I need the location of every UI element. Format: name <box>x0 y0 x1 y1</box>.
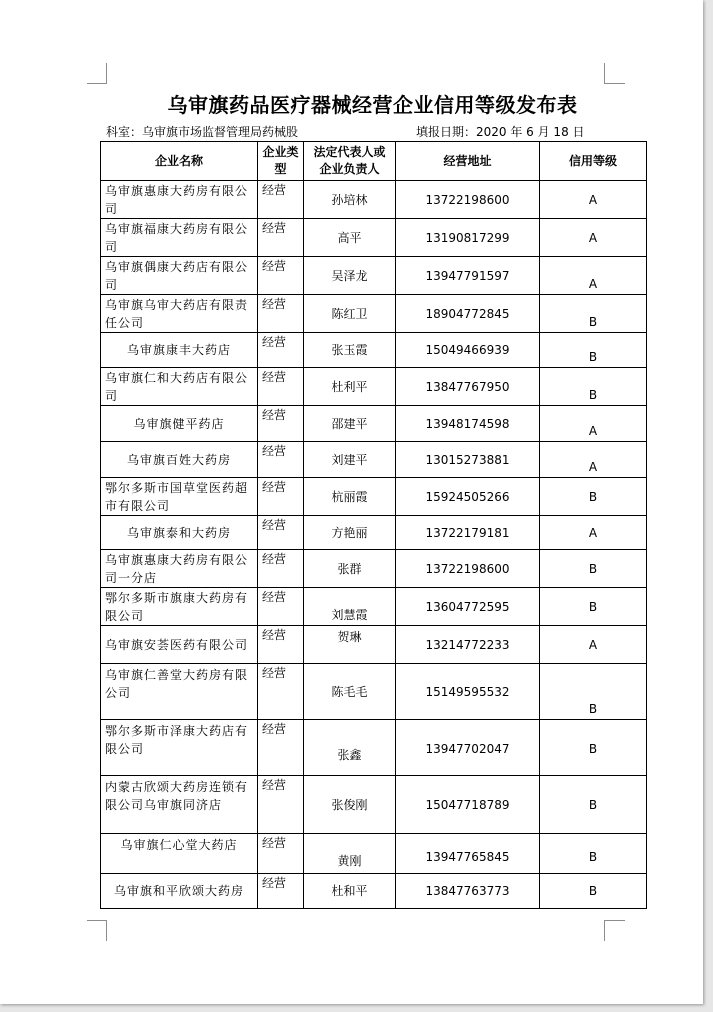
enterprise-type: 经营 <box>258 874 304 909</box>
table-row <box>101 720 647 776</box>
credit-grade: A <box>540 516 647 550</box>
enterprise-name: 乌审旗乌审大药店有限责任公司 <box>101 295 258 333</box>
credit-grade: A <box>540 257 647 295</box>
contact-number: 13947702047 <box>396 720 540 776</box>
enterprise-name: 鄂尔多斯市泽康大药店有限公司 <box>101 720 258 776</box>
legal-representative: 陈毛毛 <box>304 664 396 720</box>
enterprise-name: 乌审旗惠康大药房有限公司 <box>101 181 258 219</box>
enterprise-type: 经营 <box>258 626 304 664</box>
header-credit-grade: 信用等级 <box>540 142 647 181</box>
table-row <box>101 588 647 626</box>
header-business-address: 经营地址 <box>396 142 540 181</box>
contact-number: 15149595532 <box>396 664 540 720</box>
credit-grade: B <box>540 588 647 626</box>
contact-number: 15924505266 <box>396 478 540 516</box>
credit-grade: B <box>540 478 647 516</box>
legal-representative: 杜利平 <box>304 368 396 406</box>
enterprise-name: 鄂尔多斯市国草堂医药超市有限公司 <box>101 478 258 516</box>
enterprise-name: 内蒙古欣颂大药房连锁有限公司乌审旗同济店 <box>101 776 258 834</box>
legal-representative: 张群 <box>304 550 396 588</box>
table-row <box>101 626 647 664</box>
credit-grade: A <box>540 442 647 478</box>
enterprise-type: 经营 <box>258 442 304 478</box>
table-row <box>101 874 647 909</box>
enterprise-name: 乌审旗安荟医药有限公司 <box>101 626 258 664</box>
table-row <box>101 368 647 406</box>
legal-representative: 张玉霞 <box>304 333 396 368</box>
enterprise-name: 乌审旗和平欣颂大药房 <box>101 874 258 909</box>
contact-number: 13214772233 <box>396 626 540 664</box>
contact-number: 13847767950 <box>396 368 540 406</box>
credit-grade: B <box>540 333 647 368</box>
credit-grade: B <box>540 720 647 776</box>
contact-number: 18904772845 <box>396 295 540 333</box>
table-row <box>101 257 647 295</box>
department-label: 科室：乌审旗市场监督管理局药械股 <box>106 125 299 139</box>
enterprise-name: 乌审旗仁和大药店有限公司 <box>101 368 258 406</box>
enterprise-type: 经营 <box>258 295 304 333</box>
credit-grade: B <box>540 368 647 406</box>
enterprise-name: 鄂尔多斯市旗康大药房有限公司 <box>101 588 258 626</box>
enterprise-type: 经营 <box>258 776 304 834</box>
enterprise-name: 乌审旗百姓大药房 <box>101 442 258 478</box>
legal-representative: 邵建平 <box>304 406 396 442</box>
credit-rating-table <box>100 141 647 909</box>
legal-representative: 张俊刚 <box>304 776 396 834</box>
enterprise-type: 经营 <box>258 257 304 295</box>
legal-representative: 杭丽霞 <box>304 478 396 516</box>
enterprise-name: 乌审旗泰和大药房 <box>101 516 258 550</box>
crop-mark-bottom-left <box>87 920 107 941</box>
fill-date-label: 填报日期：2020 年 6 月 18 日 <box>416 125 585 139</box>
enterprise-type: 经营 <box>258 219 304 257</box>
legal-representative: 孙培林 <box>304 181 396 219</box>
header-enterprise-name: 企业名称 <box>101 142 258 181</box>
enterprise-name: 乌审旗偶康大药店有限公司 <box>101 257 258 295</box>
table-row <box>101 406 647 442</box>
enterprise-type: 经营 <box>258 516 304 550</box>
enterprise-type: 经营 <box>258 406 304 442</box>
credit-grade: A <box>540 626 647 664</box>
enterprise-name: 乌审旗健平药店 <box>101 406 258 442</box>
table-row <box>101 478 647 516</box>
enterprise-name: 乌审旗仁心堂大药店 <box>101 834 258 874</box>
contact-number: 15049466939 <box>396 333 540 368</box>
table-row <box>101 442 647 478</box>
table-row <box>101 181 647 219</box>
legal-representative: 方艳丽 <box>304 516 396 550</box>
table-header-row <box>101 142 647 181</box>
enterprise-name: 乌审旗康丰大药店 <box>101 333 258 368</box>
crop-mark-top-left <box>87 63 107 84</box>
enterprise-type: 经营 <box>258 333 304 368</box>
legal-representative: 贺琳 <box>304 626 396 664</box>
enterprise-type: 经营 <box>258 368 304 406</box>
legal-representative: 高平 <box>304 219 396 257</box>
credit-grade: B <box>540 295 647 333</box>
legal-representative: 吴泽龙 <box>304 257 396 295</box>
document-title: 乌审旗药品医疗器械经营企业信用等级发布表 <box>167 93 578 117</box>
contact-number: 13948174598 <box>396 406 540 442</box>
legal-representative: 杜和平 <box>304 874 396 909</box>
legal-representative: 刘建平 <box>304 442 396 478</box>
legal-representative: 张鑫 <box>304 720 396 776</box>
table-row <box>101 219 647 257</box>
credit-grade: B <box>540 664 647 720</box>
credit-grade: A <box>540 181 647 219</box>
table-row <box>101 664 647 720</box>
legal-representative: 黄刚 <box>304 834 396 874</box>
contact-number: 13947791597 <box>396 257 540 295</box>
contact-number: 13947765845 <box>396 834 540 874</box>
contact-number: 13190817299 <box>396 219 540 257</box>
contact-number: 13847763773 <box>396 874 540 909</box>
crop-mark-bottom-right <box>604 920 625 941</box>
enterprise-name: 乌审旗福康大药房有限公司 <box>101 219 258 257</box>
contact-number: 15047718789 <box>396 776 540 834</box>
enterprise-name: 乌审旗惠康大药房有限公司一分店 <box>101 550 258 588</box>
enterprise-type: 经营 <box>258 720 304 776</box>
enterprise-type: 经营 <box>258 181 304 219</box>
contact-number: 13722198600 <box>396 550 540 588</box>
table-row <box>101 333 647 368</box>
enterprise-type: 经营 <box>258 478 304 516</box>
table-row <box>101 834 647 874</box>
header-enterprise-type: 企业类型 <box>258 142 304 181</box>
contact-number: 13722179181 <box>396 516 540 550</box>
enterprise-type: 经营 <box>258 550 304 588</box>
table-row <box>101 776 647 834</box>
credit-grade: B <box>540 874 647 909</box>
enterprise-type: 经营 <box>258 834 304 874</box>
credit-grade: B <box>540 776 647 834</box>
legal-representative: 刘慧霞 <box>304 588 396 626</box>
contact-number: 13604772595 <box>396 588 540 626</box>
header-legal-representative: 法定代表人或企业负责人 <box>304 142 396 181</box>
credit-grade: B <box>540 550 647 588</box>
credit-grade: A <box>540 219 647 257</box>
contact-number: 13015273881 <box>396 442 540 478</box>
table-row <box>101 295 647 333</box>
table-row <box>101 550 647 588</box>
enterprise-name: 乌审旗仁善堂大药房有限公司 <box>101 664 258 720</box>
credit-grade: B <box>540 834 647 874</box>
enterprise-type: 经营 <box>258 664 304 720</box>
legal-representative: 陈红卫 <box>304 295 396 333</box>
enterprise-type: 经营 <box>258 588 304 626</box>
contact-number: 13722198600 <box>396 181 540 219</box>
table-row <box>101 516 647 550</box>
credit-grade: A <box>540 406 647 442</box>
crop-mark-top-right <box>604 63 625 84</box>
